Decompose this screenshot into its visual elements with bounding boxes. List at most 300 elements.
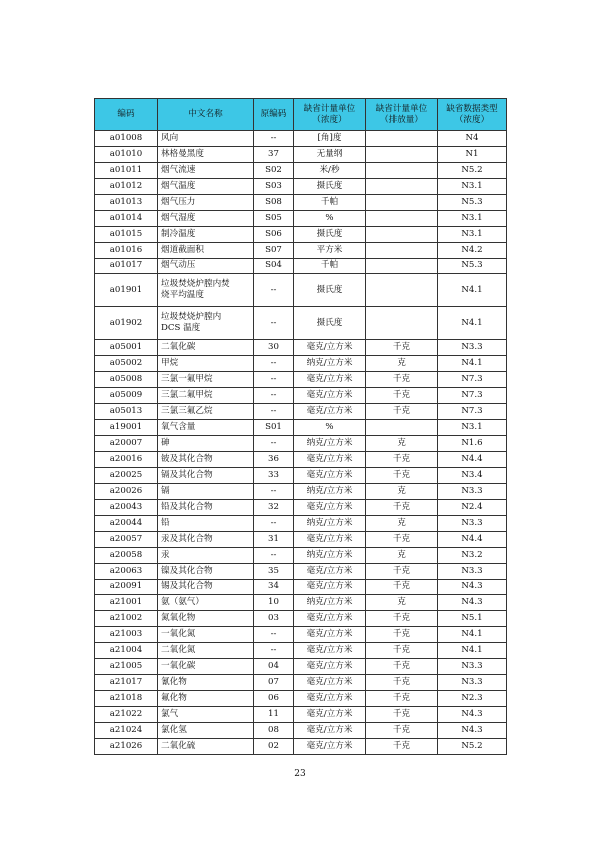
header-unit-emit: [366, 99, 438, 131]
table-row: [95, 131, 507, 147]
cell-name-line: 三氯一氟甲烷: [161, 374, 213, 385]
cell-data-type: N3.1: [438, 178, 507, 194]
cell-name: [158, 388, 254, 404]
cell-unit-conc: 毫克/立方米: [294, 707, 366, 723]
table-row: [95, 707, 507, 723]
cell-name-line: DCS 温度: [161, 323, 201, 334]
cell-name: [158, 499, 254, 515]
cell-name-line: 制冷温度: [161, 228, 196, 239]
cell-name: [158, 643, 254, 659]
cell-code: a20043: [95, 499, 158, 515]
cell-unit-conc: 毫克/立方米: [294, 611, 366, 627]
header-unit-conc-line2: （浓度）: [312, 114, 347, 125]
cell-unit-emit: 克: [366, 483, 438, 499]
table-row: [95, 242, 507, 258]
cell-orig-code: S01: [254, 420, 294, 436]
cell-unit-emit: [366, 242, 438, 258]
cell-unit-conc: 毫克/立方米: [294, 340, 366, 356]
cell-data-type: N3.1: [438, 226, 507, 242]
cell-code: a20063: [95, 563, 158, 579]
cell-orig-code: --: [254, 307, 294, 340]
cell-orig-code: 11: [254, 707, 294, 723]
cell-unit-emit: 千克: [366, 611, 438, 627]
cell-orig-code: --: [254, 356, 294, 372]
cell-code: a21002: [95, 611, 158, 627]
cell-unit-conc: 毫克/立方米: [294, 452, 366, 468]
cell-code: a01017: [95, 258, 158, 274]
cell-code: a05009: [95, 388, 158, 404]
cell-name: [158, 258, 254, 274]
cell-data-type: N3.3: [438, 675, 507, 691]
cell-name: [158, 226, 254, 242]
table-row: [95, 452, 507, 468]
cell-name: [158, 531, 254, 547]
cell-name-line: 氯气: [161, 708, 179, 719]
table-row: [95, 627, 507, 643]
cell-data-type: N4.1: [438, 307, 507, 340]
cell-orig-code: 07: [254, 675, 294, 691]
table-row: [95, 146, 507, 162]
cell-data-type: N5.1: [438, 611, 507, 627]
cell-code: a01016: [95, 242, 158, 258]
cell-orig-code: --: [254, 483, 294, 499]
cell-name-line: 氧气含量: [161, 422, 196, 433]
cell-code: a01902: [95, 307, 158, 340]
header-unit-conc: [294, 99, 366, 131]
cell-name-line: 氟化物: [161, 693, 187, 704]
cell-name-line: 三氯二氟甲烷: [161, 390, 213, 401]
cell-code: a20057: [95, 531, 158, 547]
header-orig: 原编码: [254, 99, 294, 131]
cell-data-type: N3.1: [438, 420, 507, 436]
table-row: [95, 388, 507, 404]
cell-unit-emit: 克: [366, 515, 438, 531]
cell-data-type: N3.3: [438, 483, 507, 499]
cell-name-line: 氯化氢: [161, 724, 187, 735]
cell-code: a21001: [95, 595, 158, 611]
table-row: [95, 226, 507, 242]
cell-unit-emit: 克: [366, 356, 438, 372]
cell-name: [158, 579, 254, 595]
cell-code: a05013: [95, 404, 158, 420]
table-row: [95, 210, 507, 226]
cell-name-line: 烟气流速: [161, 164, 196, 175]
cell-unit-emit: 千克: [366, 531, 438, 547]
cell-unit-conc: 纳克/立方米: [294, 595, 366, 611]
cell-orig-code: --: [254, 131, 294, 147]
table-row: [95, 547, 507, 563]
table-row: [95, 595, 507, 611]
cell-code: a01008: [95, 131, 158, 147]
cell-code: a21004: [95, 643, 158, 659]
cell-unit-emit: [366, 194, 438, 210]
cell-code: a21003: [95, 627, 158, 643]
cell-code: a21018: [95, 691, 158, 707]
cell-unit-conc: 毫克/立方米: [294, 372, 366, 388]
cell-code: a20007: [95, 436, 158, 452]
cell-data-type: N4.1: [438, 356, 507, 372]
table-row: [95, 162, 507, 178]
table-row: [95, 738, 507, 754]
cell-data-type: N5.2: [438, 738, 507, 754]
cell-unit-emit: 千克: [366, 452, 438, 468]
cell-orig-code: S08: [254, 194, 294, 210]
cell-code: a01012: [95, 178, 158, 194]
cell-unit-conc: 毫克/立方米: [294, 659, 366, 675]
table-header: [95, 99, 507, 131]
cell-name: [158, 340, 254, 356]
cell-name-line: 镉及其化合物: [161, 469, 213, 480]
cell-name: [158, 146, 254, 162]
cell-name-line: 氰化物: [161, 677, 187, 688]
cell-name: [158, 675, 254, 691]
cell-orig-code: --: [254, 515, 294, 531]
pollutant-code-table: [94, 98, 507, 755]
cell-unit-conc: 毫克/立方米: [294, 579, 366, 595]
cell-name-line: 甲烷: [161, 358, 179, 369]
cell-unit-emit: [366, 274, 438, 307]
cell-orig-code: 03: [254, 611, 294, 627]
cell-name-line: 砷: [161, 438, 170, 449]
cell-code: a21026: [95, 738, 158, 754]
cell-code: a20025: [95, 467, 158, 483]
cell-unit-conc: 米/秒: [294, 162, 366, 178]
cell-unit-emit: 千克: [366, 340, 438, 356]
table-row: [95, 675, 507, 691]
cell-unit-emit: [366, 162, 438, 178]
cell-unit-conc: 毫克/立方米: [294, 675, 366, 691]
cell-unit-emit: 千克: [366, 579, 438, 595]
cell-orig-code: 10: [254, 595, 294, 611]
cell-data-type: N7.3: [438, 404, 507, 420]
cell-unit-conc: 毫克/立方米: [294, 404, 366, 420]
cell-orig-code: S06: [254, 226, 294, 242]
table-row: [95, 579, 507, 595]
cell-code: a21005: [95, 659, 158, 675]
cell-name-line: 垃圾焚烧炉膛内: [161, 312, 222, 323]
table-row: [95, 178, 507, 194]
header-type-line2: （浓度）: [454, 114, 490, 125]
table-row: [95, 372, 507, 388]
cell-unit-emit: [366, 420, 438, 436]
cell-name-line: 烟气湿度: [161, 212, 196, 223]
cell-unit-conc: 纳克/立方米: [294, 547, 366, 563]
cell-code: a01011: [95, 162, 158, 178]
table-row: [95, 691, 507, 707]
cell-unit-conc: 毫克/立方米: [294, 531, 366, 547]
cell-name-line: 三氯三氟乙烷: [161, 406, 213, 417]
cell-unit-emit: [366, 258, 438, 274]
cell-unit-conc: 毫克/立方米: [294, 499, 366, 515]
cell-name-line: 二氧化氮: [161, 645, 196, 656]
cell-orig-code: S04: [254, 258, 294, 274]
cell-code: a20016: [95, 452, 158, 468]
cell-name: [158, 707, 254, 723]
cell-data-type: N1.6: [438, 436, 507, 452]
cell-data-type: N4: [438, 131, 507, 147]
cell-unit-emit: [366, 210, 438, 226]
cell-orig-code: --: [254, 436, 294, 452]
table-row: [95, 194, 507, 210]
table-row: [95, 515, 507, 531]
cell-orig-code: 32: [254, 499, 294, 515]
cell-unit-conc: %: [294, 420, 366, 436]
cell-name: [158, 131, 254, 147]
header-code: 编码: [95, 99, 158, 131]
cell-name-line: 烟气温度: [161, 180, 196, 191]
cell-unit-emit: 千克: [366, 563, 438, 579]
header-type: [438, 99, 507, 131]
cell-unit-conc: 纳克/立方米: [294, 436, 366, 452]
cell-name-line: 汞及其化合物: [161, 533, 213, 544]
cell-unit-emit: 千克: [366, 722, 438, 738]
cell-name: [158, 483, 254, 499]
cell-data-type: N2.4: [438, 499, 507, 515]
cell-orig-code: 35: [254, 563, 294, 579]
cell-unit-conc: 毫克/立方米: [294, 467, 366, 483]
cell-data-type: N4.4: [438, 452, 507, 468]
cell-unit-emit: [366, 146, 438, 162]
cell-orig-code: 36: [254, 452, 294, 468]
cell-orig-code: --: [254, 627, 294, 643]
header-type-line1: 缺省数据类型: [446, 103, 498, 114]
header-unit-emit-line2: （排放量）: [380, 114, 423, 125]
table-row: [95, 531, 507, 547]
cell-orig-code: --: [254, 547, 294, 563]
cell-code: a01013: [95, 194, 158, 210]
cell-data-type: N3.3: [438, 563, 507, 579]
page-number: 23: [294, 769, 306, 779]
cell-name: [158, 356, 254, 372]
cell-data-type: N5.3: [438, 258, 507, 274]
cell-unit-conc: [角]度: [294, 131, 366, 147]
cell-name: [158, 242, 254, 258]
cell-data-type: N3.3: [438, 515, 507, 531]
cell-orig-code: --: [254, 404, 294, 420]
table-row: [95, 483, 507, 499]
cell-unit-conc: 毫克/立方米: [294, 691, 366, 707]
table-row: [95, 436, 507, 452]
cell-unit-conc: 千帕: [294, 194, 366, 210]
cell-unit-emit: 千克: [366, 404, 438, 420]
cell-name: [158, 452, 254, 468]
cell-unit-conc: 摄氏度: [294, 226, 366, 242]
cell-data-type: N7.3: [438, 372, 507, 388]
cell-data-type: N3.3: [438, 659, 507, 675]
cell-data-type: N4.1: [438, 274, 507, 307]
cell-unit-emit: 千克: [366, 738, 438, 754]
cell-name-line: 风向: [161, 132, 179, 143]
cell-orig-code: 30: [254, 340, 294, 356]
cell-name-line: 一氧化碳: [161, 661, 196, 672]
cell-name-line: 一氧化氮: [161, 629, 196, 640]
cell-data-type: N2.3: [438, 691, 507, 707]
cell-unit-emit: [366, 226, 438, 242]
cell-data-type: N3.2: [438, 547, 507, 563]
table-row: [95, 467, 507, 483]
cell-unit-conc: 毫克/立方米: [294, 627, 366, 643]
cell-name: [158, 467, 254, 483]
cell-name-line: 铍及其化合物: [161, 453, 213, 464]
cell-code: a01014: [95, 210, 158, 226]
cell-unit-emit: 千克: [366, 675, 438, 691]
cell-name: [158, 515, 254, 531]
cell-orig-code: 37: [254, 146, 294, 162]
table-row: [95, 643, 507, 659]
cell-data-type: N3.3: [438, 340, 507, 356]
cell-code: a21022: [95, 707, 158, 723]
cell-code: a20044: [95, 515, 158, 531]
cell-unit-emit: 千克: [366, 388, 438, 404]
cell-name: [158, 178, 254, 194]
table-row: [95, 356, 507, 372]
cell-name-line: 氮氧化物: [161, 613, 196, 624]
cell-name-line: 铅及其化合物: [161, 501, 213, 512]
cell-orig-code: S03: [254, 178, 294, 194]
cell-data-type: N4.2: [438, 242, 507, 258]
cell-orig-code: --: [254, 274, 294, 307]
cell-data-type: N4.4: [438, 531, 507, 547]
table-row: [95, 722, 507, 738]
cell-unit-emit: [366, 307, 438, 340]
cell-name: [158, 210, 254, 226]
cell-data-type: N1: [438, 146, 507, 162]
cell-unit-conc: 毫克/立方米: [294, 738, 366, 754]
cell-name-line: 烟气动压: [161, 260, 196, 271]
cell-name: [158, 738, 254, 754]
cell-orig-code: 33: [254, 467, 294, 483]
cell-code: a21024: [95, 722, 158, 738]
cell-orig-code: S05: [254, 210, 294, 226]
cell-unit-conc: 无量纲: [294, 146, 366, 162]
cell-unit-conc: 平方米: [294, 242, 366, 258]
cell-orig-code: --: [254, 643, 294, 659]
cell-name: [158, 162, 254, 178]
table-row: [95, 499, 507, 515]
header-row: [95, 99, 507, 131]
cell-name-line: 氨（氨气）: [161, 597, 204, 608]
cell-name-line: 二氧化硫: [161, 740, 196, 751]
cell-data-type: N5.2: [438, 162, 507, 178]
cell-unit-emit: 千克: [366, 643, 438, 659]
cell-orig-code: 34: [254, 579, 294, 595]
cell-unit-conc: 纳克/立方米: [294, 483, 366, 499]
cell-unit-conc: 毫克/立方米: [294, 722, 366, 738]
table-row: [95, 274, 507, 307]
cell-data-type: N4.3: [438, 722, 507, 738]
cell-name: [158, 595, 254, 611]
cell-data-type: N4.3: [438, 579, 507, 595]
cell-orig-code: --: [254, 388, 294, 404]
cell-name-line: 二氧化碳: [161, 342, 196, 353]
table-body: [95, 131, 507, 755]
cell-unit-conc: 摄氏度: [294, 178, 366, 194]
cell-orig-code: 08: [254, 722, 294, 738]
cell-name-line: 锡及其化合物: [161, 581, 213, 592]
cell-code: a20091: [95, 579, 158, 595]
cell-orig-code: 02: [254, 738, 294, 754]
cell-unit-emit: 千克: [366, 707, 438, 723]
cell-name: [158, 627, 254, 643]
cell-name: [158, 307, 254, 340]
cell-code: a20026: [95, 483, 158, 499]
cell-unit-emit: 千克: [366, 499, 438, 515]
cell-code: a01015: [95, 226, 158, 242]
cell-unit-emit: 千克: [366, 372, 438, 388]
cell-orig-code: S07: [254, 242, 294, 258]
cell-data-type: N4.1: [438, 627, 507, 643]
cell-name-line: 林格曼黑度: [161, 148, 204, 159]
cell-code: a05008: [95, 372, 158, 388]
cell-unit-emit: 千克: [366, 467, 438, 483]
cell-name-line: 汞: [161, 549, 170, 560]
table-row: [95, 420, 507, 436]
cell-name: [158, 691, 254, 707]
cell-name-line: 烟道截面积: [161, 244, 204, 255]
cell-orig-code: --: [254, 372, 294, 388]
cell-data-type: N4.3: [438, 595, 507, 611]
cell-data-type: N4.3: [438, 707, 507, 723]
cell-name-line: 镍及其化合物: [161, 565, 213, 576]
cell-orig-code: 04: [254, 659, 294, 675]
cell-name: [158, 563, 254, 579]
cell-unit-conc: 千帕: [294, 258, 366, 274]
cell-name-line: 垃圾焚烧炉膛内焚: [161, 279, 230, 290]
cell-unit-emit: 克: [366, 436, 438, 452]
cell-code: a21017: [95, 675, 158, 691]
cell-name: [158, 547, 254, 563]
table-row: [95, 258, 507, 274]
table-row: [95, 563, 507, 579]
cell-unit-conc: 毫克/立方米: [294, 563, 366, 579]
cell-code: a05002: [95, 356, 158, 372]
header-unit-emit-line1: 缺省计量单位: [375, 103, 428, 114]
cell-name: [158, 404, 254, 420]
cell-name: [158, 722, 254, 738]
cell-unit-conc: %: [294, 210, 366, 226]
cell-orig-code: S02: [254, 162, 294, 178]
cell-data-type: N3.1: [438, 210, 507, 226]
cell-unit-emit: 千克: [366, 691, 438, 707]
table-row: [95, 340, 507, 356]
cell-name-line: 铅: [161, 517, 170, 528]
cell-name: [158, 420, 254, 436]
cell-name: [158, 436, 254, 452]
header-name: 中文名称: [158, 99, 254, 131]
cell-orig-code: 31: [254, 531, 294, 547]
cell-code: a01010: [95, 146, 158, 162]
cell-unit-emit: 千克: [366, 627, 438, 643]
cell-unit-emit: 克: [366, 547, 438, 563]
cell-name: [158, 611, 254, 627]
cell-name: [158, 659, 254, 675]
cell-unit-emit: 千克: [366, 659, 438, 675]
cell-unit-conc: 摄氏度: [294, 274, 366, 307]
cell-name-line: 烟气压力: [161, 196, 196, 207]
cell-data-type: N7.3: [438, 388, 507, 404]
cell-code: a01901: [95, 274, 158, 307]
cell-code: a20058: [95, 547, 158, 563]
cell-code: a05001: [95, 340, 158, 356]
table-row: [95, 659, 507, 675]
cell-unit-emit: [366, 178, 438, 194]
cell-code: a19001: [95, 420, 158, 436]
cell-unit-emit: [366, 131, 438, 147]
cell-orig-code: 06: [254, 691, 294, 707]
cell-data-type: N4.1: [438, 643, 507, 659]
cell-unit-conc: 纳克/立方米: [294, 515, 366, 531]
cell-data-type: N3.4: [438, 467, 507, 483]
